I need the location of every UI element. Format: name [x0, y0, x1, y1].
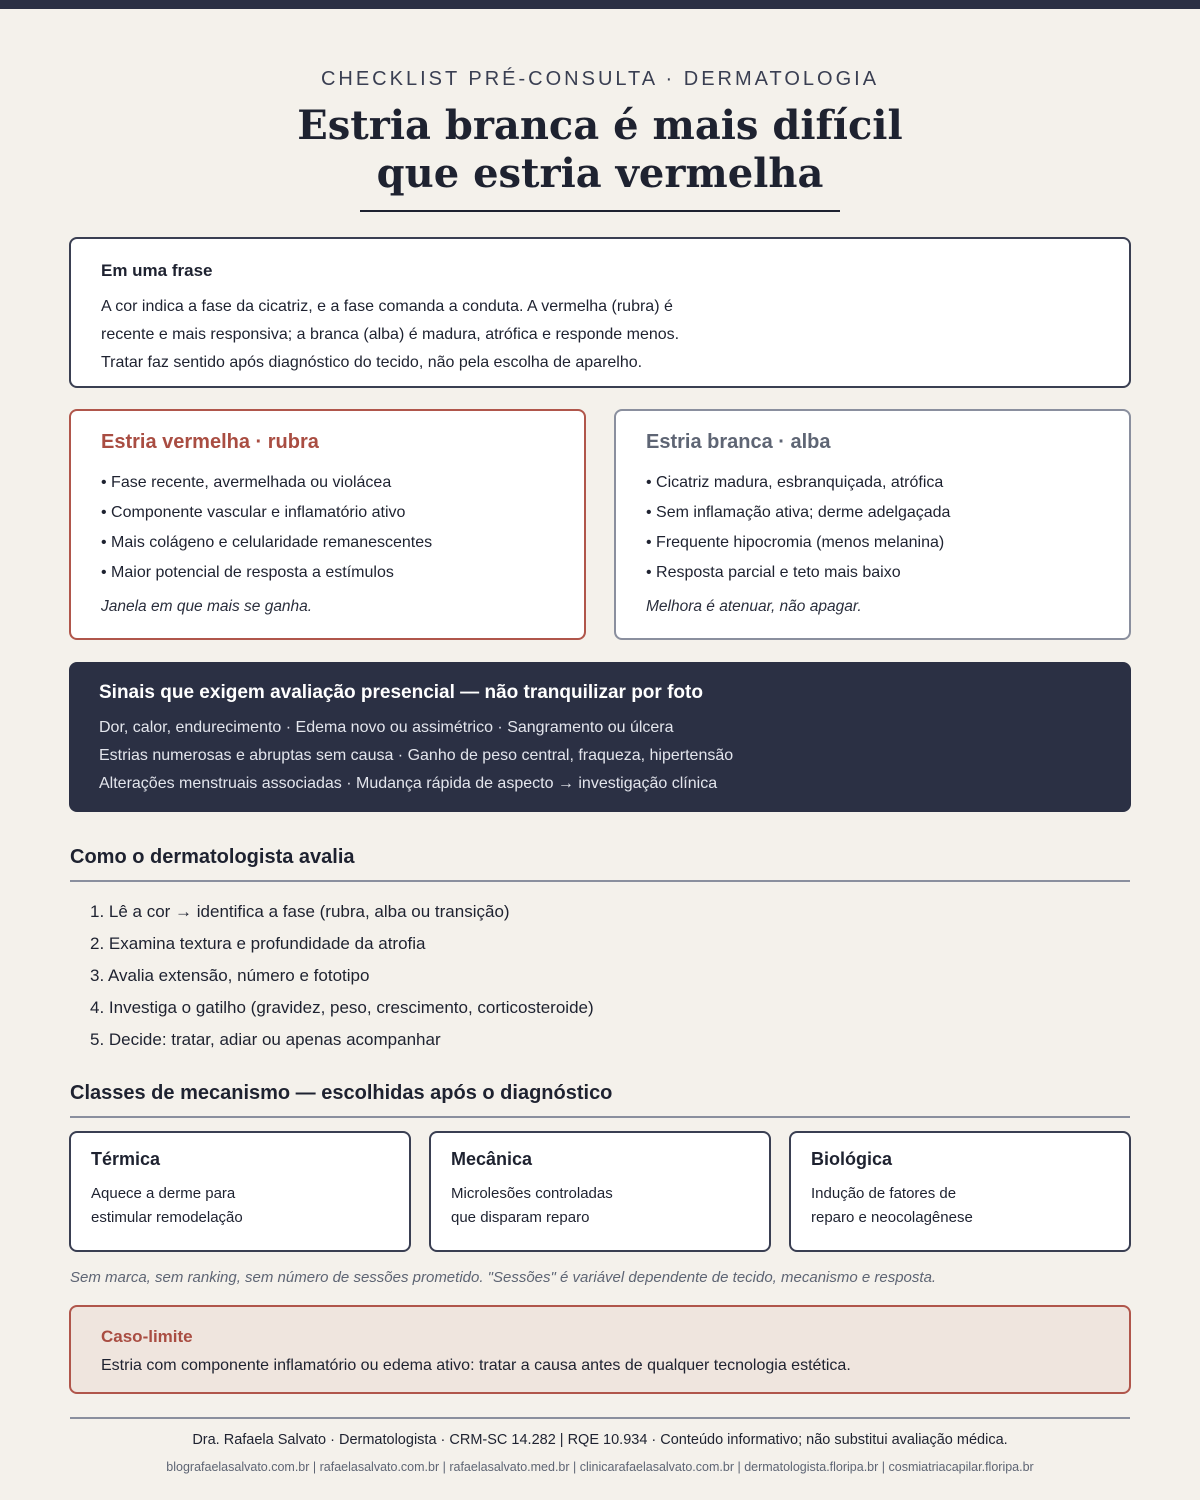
rubra-title: Estria vermelha · rubra — [101, 431, 319, 453]
page-eyebrow: CHECKLIST PRÉ-CONSULTA · DERMATOLOGIA — [320, 68, 880, 90]
footer-link[interactable]: rafaelasalvato.com.br — [319, 1460, 440, 1474]
mechanism-description — [91, 1182, 389, 1230]
summary-card — [69, 237, 1131, 388]
list-item: • Componente vascular e inflamatório ativo — [101, 498, 554, 528]
list-item: • Maior potencial de resposta a estímulos — [101, 558, 554, 588]
warning-line: Alterações menstruais associadas · Mudança rápida de aspecto → investigação clínica — [99, 775, 718, 792]
mechanism-line: reparo e neocolagênese — [811, 1209, 973, 1226]
mechanism-card-thermal — [69, 1131, 411, 1252]
mechanism-line: Microlesões controladas — [451, 1185, 613, 1202]
evaluation-steps — [90, 896, 594, 1056]
mechanism-card-mechanical — [429, 1131, 771, 1252]
summary-heading: Em uma frase — [101, 261, 213, 280]
mechanism-description — [811, 1182, 1109, 1230]
mechanism-card-biological — [789, 1131, 1131, 1252]
list-item: • Mais colágeno e celularidade remanescentes — [101, 528, 554, 558]
step-item: 1. Lê a cor → identifica a fase (rubra, alba ou transição) — [90, 902, 510, 921]
top-bar — [0, 0, 1200, 9]
page-title — [0, 102, 1200, 198]
alba-note: Melhora é atenuar, não apagar. — [646, 598, 862, 615]
mechanism-title: Térmica — [91, 1149, 161, 1169]
footer-link[interactable]: clinicarafaelasalvato.com.br — [579, 1460, 734, 1474]
mechanism-title: Biológica — [811, 1149, 893, 1169]
summary-line: recente e mais responsiva; a branca (alba) é madura, atrófica e responde menos. — [101, 326, 680, 343]
alba-title: Estria branca · alba — [646, 431, 831, 453]
rubra-list — [101, 468, 554, 588]
list-item: • Cicatriz madura, esbranquiçada, atrófica — [646, 468, 1099, 498]
summary-text — [101, 293, 1099, 377]
edge-case-heading: Caso-limite — [101, 1327, 193, 1346]
list-item: • Fase recente, avermelhada ou violácea — [101, 468, 554, 498]
edge-case-box — [69, 1305, 1131, 1394]
footer-link[interactable]: rafaelasalvato.med.br — [449, 1460, 570, 1474]
evaluation-heading: Como o dermatologista avalia — [70, 846, 1130, 882]
footer-link[interactable]: blografaelasalvato.com.br — [166, 1460, 310, 1474]
footer-credits: Dra. Rafaela Salvato · Dermatologista · CRM-SC 14.282 | RQE 10.934 · Conteúdo informativo; não substitui avaliação médica. — [192, 1432, 1008, 1448]
rubra-note: Janela em que mais se ganha. — [101, 598, 313, 615]
mechanism-title: Mecânica — [451, 1149, 533, 1169]
title-line-2: que estria vermelha — [376, 150, 824, 197]
rubra-card — [69, 409, 586, 640]
footer-links: blografaelasalvato.com.br | rafaelasalvato.com.br | rafaelasalvato.med.br | clinicarafaelasalvato.com.br | dermatologista.floripa.br | cosmiatriacapilar.floripa.br — [166, 1460, 1034, 1474]
summary-line: A cor indica a fase da cicatriz, e a fase comanda a conduta. A vermelha (rubra) é — [101, 298, 673, 315]
title-line-1: Estria branca é mais difícil — [297, 102, 903, 149]
list-item: • Resposta parcial e teto mais baixo — [646, 558, 1099, 588]
warning-signs-text — [99, 714, 1101, 798]
step-item: 4. Investiga o gatilho (gravidez, peso, crescimento, corticosteroide) — [90, 998, 594, 1017]
mechanism-line: Aquece a derme para — [91, 1185, 236, 1202]
mechanisms-heading: Classes de mecanismo — escolhidas após o diagnóstico — [70, 1082, 1130, 1118]
mechanism-line: estimular remodelação — [91, 1209, 243, 1226]
warning-signs-heading: Sinais que exigem avaliação presencial — não tranquilizar por foto — [99, 682, 703, 703]
step-item: 5. Decide: tratar, adiar ou apenas acompanhar — [90, 1030, 441, 1049]
summary-line: Tratar faz sentido após diagnóstico do tecido, não pela escolha de aparelho. — [101, 354, 643, 371]
step-item: 2. Examina textura e profundidade da atrofia — [90, 934, 426, 953]
mechanism-line: Indução de fatores de — [811, 1185, 957, 1202]
title-divider — [360, 210, 840, 212]
alba-list — [646, 468, 1099, 588]
alba-card — [614, 409, 1131, 640]
mechanism-description — [451, 1182, 749, 1230]
warning-signs-panel — [69, 662, 1131, 812]
disclaimer-text: Sem marca, sem ranking, sem número de sessões prometido. "Sessões" é variável dependente de tecido, mecanismo e resposta. — [70, 1269, 937, 1286]
warning-line: Estrias numerosas e abruptas sem causa · Ganho de peso central, fraqueza, hipertensão — [99, 747, 734, 764]
footer-divider — [70, 1417, 1130, 1419]
list-item: • Sem inflamação ativa; derme adelgaçada — [646, 498, 1099, 528]
list-item: • Frequente hipocromia (menos melanina) — [646, 528, 1099, 558]
step-item: 3. Avalia extensão, número e fototipo — [90, 966, 370, 985]
footer-link[interactable]: dermatologista.floripa.br — [744, 1460, 879, 1474]
footer-link[interactable]: cosmiatriacapilar.floripa.br — [888, 1460, 1034, 1474]
mechanism-line: que disparam reparo — [451, 1209, 590, 1226]
warning-line: Dor, calor, endurecimento · Edema novo ou assimétrico · Sangramento ou úlcera — [99, 719, 674, 736]
edge-case-text: Estria com componente inflamatório ou edema ativo: tratar a causa antes de qualquer tecnologia estética. — [101, 1357, 851, 1374]
